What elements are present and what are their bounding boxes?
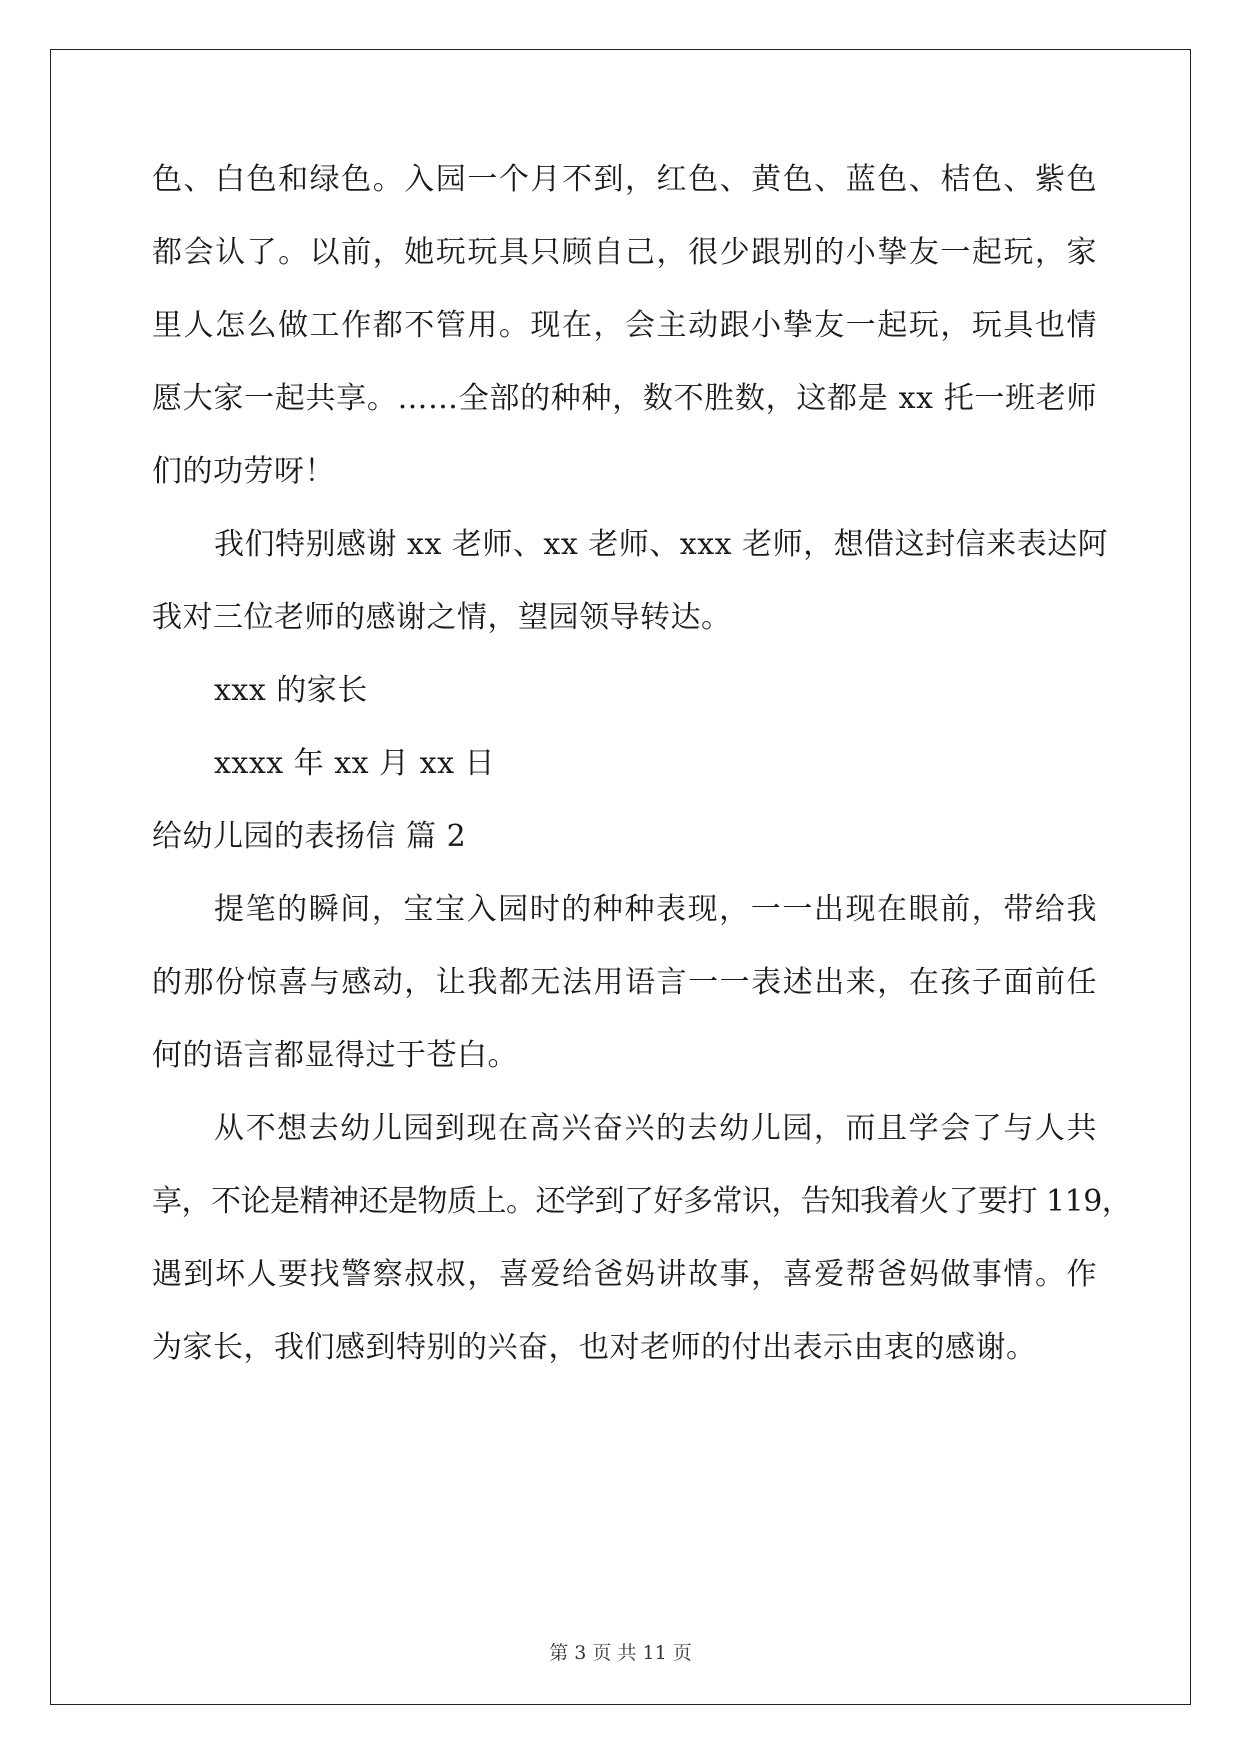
text-line: 享，不论是精神还是物质上。还学到了好多常识，告知我着火了要打 119， bbox=[152, 1184, 1132, 1219]
text-line: 我们特别感谢 xx 老师、xx 老师、xxx 老师，想借这封信来表达阿 bbox=[214, 527, 1109, 562]
text-line: 提笔的瞬间，宝宝入园时的种种表现，一一出现在眼前，带给我 bbox=[214, 892, 1097, 927]
signature-line: xxx 的家长 bbox=[214, 673, 368, 708]
text-line: 为家长，我们感到特别的兴奋，也对老师的付出表示由衷的感谢。 bbox=[152, 1330, 1037, 1365]
text-line: 里人怎么做工作都不管用。现在，会主动跟小挚友一起玩，玩具也情 bbox=[152, 308, 1097, 343]
page-border bbox=[50, 49, 1191, 1705]
page-footer: 第 3 页 共 11 页 bbox=[549, 1642, 692, 1664]
date-line: xxxx 年 xx 月 xx 日 bbox=[214, 746, 496, 781]
text-line: 色、白色和绿色。入园一个月不到，红色、黄色、蓝色、桔色、紫色 bbox=[152, 162, 1097, 197]
section-heading: 给幼儿园的表扬信 篇 2 bbox=[152, 819, 467, 854]
text-line: 我对三位老师的感谢之情，望园领导转达。 bbox=[152, 600, 732, 635]
text-line: 遇到坏人要找警察叔叔，喜爱给爸妈讲故事，喜爱帮爸妈做事情。作 bbox=[152, 1257, 1097, 1292]
text-line: 们的功劳呀！ bbox=[152, 454, 335, 489]
text-line: 何的语言都显得过于苍白。 bbox=[152, 1038, 518, 1073]
text-line: 从不想去幼儿园到现在高兴奋兴的去幼儿园，而且学会了与人共 bbox=[214, 1111, 1097, 1146]
text-line: 愿大家一起共享。……全部的种种，数不胜数，这都是 xx 托一班老师 bbox=[152, 381, 1097, 416]
text-line: 的那份惊喜与感动，让我都无法用语言一一表述出来，在孩子面前任 bbox=[152, 965, 1097, 1000]
text-line: 都会认了。以前，她玩玩具只顾自己，很少跟别的小挚友一起玩，家 bbox=[152, 235, 1097, 270]
